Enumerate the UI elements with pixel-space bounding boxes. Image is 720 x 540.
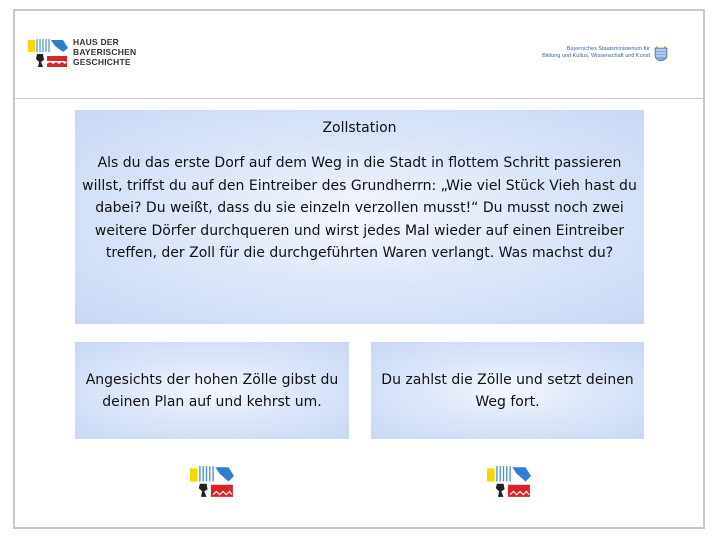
scene-panel [75, 110, 644, 324]
ministry-logo [528, 46, 668, 66]
hdbg-logo-icon [27, 38, 69, 68]
choice-turn-back-button[interactable] [75, 342, 349, 439]
choice-turn-back-label: Angesichts der hohen Zölle gibst du deinen Plan auf und kehrst um. [85, 371, 339, 410]
scene-title: Zollstation [322, 120, 397, 136]
ministry-name: Bayerisches Staatsministerium für Bildung und Kultus, Wissenschaft und Kunst [542, 46, 650, 59]
choice-pay-toll-label: Du zahlst die Zölle und setzt deinen Weg fort. [381, 371, 634, 410]
hdbg-logo-wordmark: HAUS DER BAYERISCHEN GESCHICHTE [73, 37, 137, 67]
hdbg-logo [27, 37, 157, 71]
bavarian-crest-icon [654, 46, 668, 62]
choice-turn-back-logo-icon[interactable] [185, 465, 239, 498]
choice-pay-toll-button[interactable] [371, 342, 644, 439]
scene-text: Als du das erste Dorf auf dem Weg in die Stadt in flottem Schritt passieren willst, triffst du auf den Eintreiber des Grundherrn: „Wie viel Stück Vieh hast du dabei? Du weißt, dass du sie einzeln verzollen musst!“ Du musst noch zwei weitere Dörfer durchqueren und wirst jedes Mal wieder auf einen Eintreiber treffen, der Zoll für die durchgeführten Waren verlangt. Was machst du? [82, 155, 637, 261]
header-divider [15, 98, 703, 99]
choice-pay-toll-logo-icon[interactable] [482, 465, 536, 498]
